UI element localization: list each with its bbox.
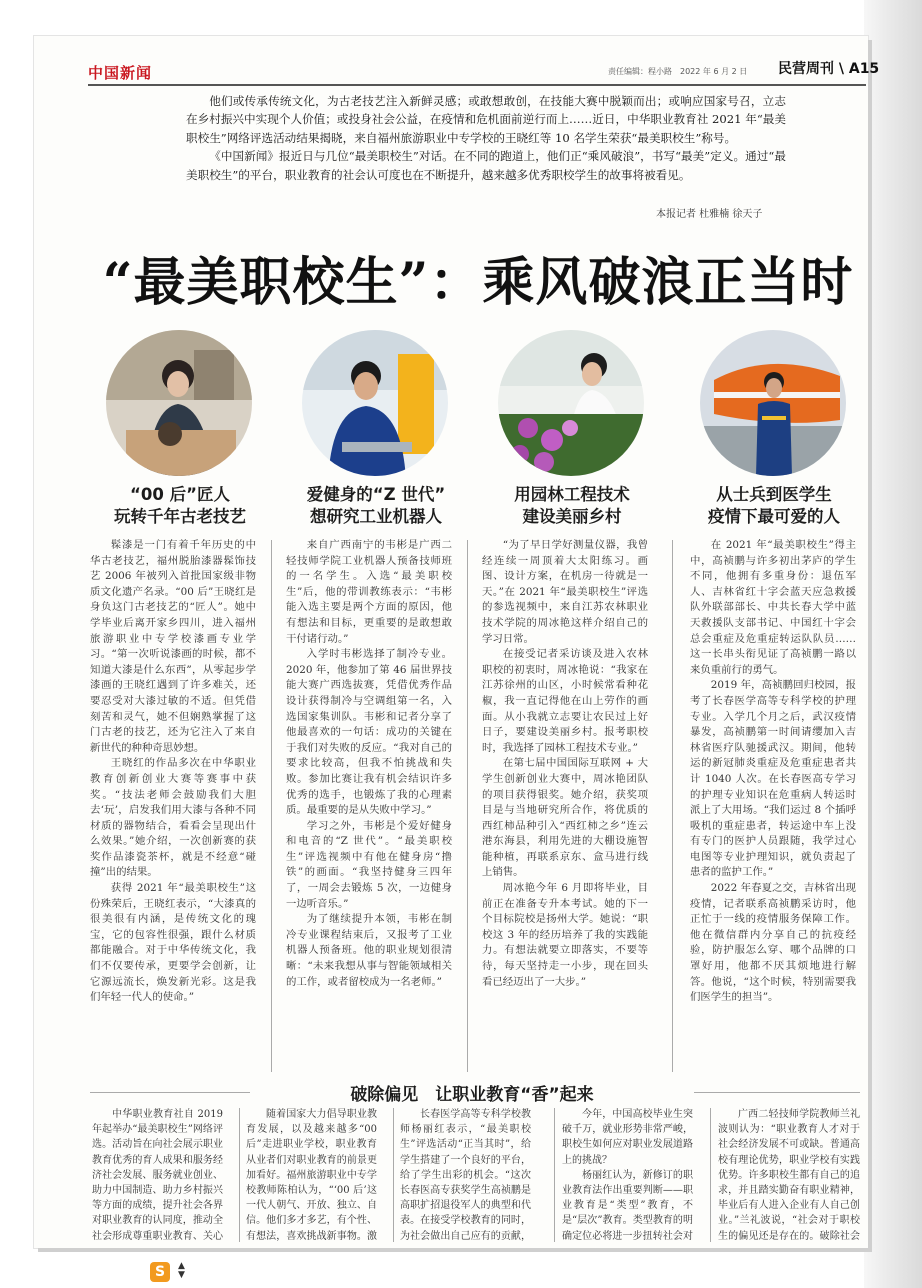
profile-title-2 [282, 484, 470, 528]
article-paragraph: 杨丽红认为，新修订的职业教育法作出重要判断——职业教育是“类型”教育，不是“层次”教育。类型教育的明确定位必将进一步扭转社会对 [562, 1169, 693, 1242]
article-paragraph: 入学时韦彬选择了制冷专业。2020 年，他参加了第 46 届世界技能大赛广西选拔赛，凭借优秀作品设计获得制冷与空调组第一名，入选国家集训队。韦彬和记者分享了他最喜欢的一句话：成功的关键在于我们对失败的反应。“我对自己的要求比较高，但我不怕挑战和失败。参加比赛让我有机会结识许多优秀的选手，也锻炼了我的心理素质。最重要的是从失败中学习。” [286, 648, 452, 817]
intro-lead [186, 92, 786, 184]
article-paragraph: 在第七届中国国际互联网 + 大学生创新创业大赛中，周冰艳团队的项目获得银奖。她介绍，获奖项目是与当地研究所合作，将优质的西红柿品种引入“西红柿之乡”连云港东海县，利用先进的大棚设施智能种植，再联系京东、盒马进行线上销售。 [482, 757, 648, 879]
profile-photo-3 [498, 330, 644, 476]
column-divider [271, 540, 272, 1072]
profile-column-2 [286, 538, 452, 1074]
article-paragraph: 2019 年，高祯鹏回归校园，报考了长春医学高等专科学校的护理专业。入学几个月之后，武汉疫情暴发，高祯鹏第一时间请缨加入吉林省医疗队驰援武汉。期间，他转运的新冠肺炎重症及危重症患者共计 1040 人次。在长春医高专学习的护理专业知识在危重病人转运时派上了大用场。“我们运过 8 个插呼吸机的重症患者，转运途中车上没有专门的医护人员跟随，我学过心电图等专业护理知识，就负责起了患者的监护工作。” [690, 679, 856, 879]
bottom-column-2 [246, 1107, 377, 1245]
intro-paragraph: 《中国新闻》报近日与几位“最美职校生”对话。在不同的跑道上，他们正“乘风破浪”，书写“最美”定义。通过“最美职校生”的平台，职业教育的社会认可度也在不断提升，越来越多优秀职校学生的故事将被看见。 [186, 149, 786, 182]
article-paragraph: 随着国家大力倡导职业教育发展，以及越来越多“00 后”走进职业学校，职业教育从业者们对职业教育的前景更加看好。福州旅游职业中专学校教师陈柏认为，“‘00 后’这一代人朝气、开放、独立、自信。他们多才多艺，有个性、有想法，喜欢挑战新事物。激 [246, 1109, 377, 1242]
article-paragraph: 2022 年春夏之交，吉林省出现疫情，记者联系高祯鹏采访时，他正忙于一线的疫情服务保障工作。他在微信群内分享自己的抗疫经验，防护服怎么穿、哪个品牌的口罩好用，他都不厌其烦地进行解答。他说，“这个时候，特别需要我们医学生的担当”。 [690, 882, 856, 1004]
article-paragraph: 学习之外，韦彬是个爱好健身和电音的“Z 世代”。“最美职校生”评选视频中有他在健身房“撸铁”的画面。“我坚持健身三四年了，一周会去锻炼 5 次，一边健身一边听音乐。” [286, 819, 452, 910]
article-paragraph: 王晓红的作品多次在中华职业教育创新创业大赛等赛事中获奖。“技法老师会鼓励我们大胆去‘玩’，启发我们用大漆与各种不同材质的器物结合，看看会呈现出什么效果。”她介绍，一次创新赛的获奖作品漆瓷茶杯，就是不经意“碰撞”出的结果。 [90, 757, 256, 879]
bottom-section-title: 破除偏见 让职业教育“香”起来 [350, 1085, 594, 1105]
article-paragraph: 获得 2021 年“最美职校生”这份殊荣后，王晓红表示，“大漆真的很美很有内涵，是传统文化的瑰宝，它的包容性很强，跟什么材质都能融合。对于中华传统文化，我们不仅要传承，更要学会创新，让它源远流长，焕发新光彩。这是我们年轻一代人的使命。” [90, 882, 256, 1004]
profile-title-4 [680, 484, 868, 528]
scan-spine-shadow [864, 0, 922, 1288]
intro-paragraph: 他们或传承传统文化，为古老技艺注入新鲜灵感；或敢想敢创，在技能大赛中脱颖而出；或响应国家号召，立志在乡村振兴中实现个人价值；或投身社会公益，在疫情和危机面前逆行而上……近日，中华职业教育社 2021 年“最美职校生”网络评选活动结果揭晓，来自福州旅游职业中专学校的王晓红等 10 名学生荣获“最美职校生”称号。 [186, 94, 786, 145]
bottom-column-1 [92, 1107, 223, 1245]
bottom-column-5 [718, 1107, 860, 1245]
column-divider [467, 540, 468, 1072]
column-divider [239, 1108, 240, 1242]
header-rule [88, 84, 866, 86]
profile-column-4 [690, 538, 856, 1074]
column-divider [393, 1108, 394, 1242]
profile-title-line: “00 后”匠人 [130, 485, 230, 504]
profile-photo-2 [302, 330, 448, 476]
article-paragraph: 在接受记者采访谈及进入农林职校的初衷时，周冰艳说：“我家在江苏徐州的山区，小时候常看种花椒，我一直记得他在山上劳作的画面。从小我就立志要让农民过上好日子，要建设美丽乡村。报考职校时，我选择了园林工程技术专业。” [482, 648, 648, 754]
article-paragraph: 长春医学高等专科学校教师杨丽红表示，“最美职校生”评选活动“正当其时”，给学生搭建了一个良好的平台，给了学生出彩的机会。“这次长春医高专获奖学生高祯鹏是高职扩招退役军人的典型和代表。在接受学校教育的同时，为社会做出自己应有的贡献， [400, 1109, 531, 1242]
bottom-column-3 [400, 1107, 531, 1245]
editor-date-line: 责任编辑：程小路 2022 年 6 月 2 日 [608, 67, 748, 76]
article-paragraph: 髹漆是一门有着千年历史的中华古老技艺，福州脱胎漆器髹饰技艺 2006 年被列入首批国家级非物质文化遗产名录。“00 后”王晓红是身负这门古老技艺的“匠人”。她中学毕业后离开家乡四川，进入福州旅游职业中专学校漆画专业学习。“第一次听说漆画的时候，都不知道大漆是什么东西”，从零起步学漆画的王晓红遇到了许多难关，还要忍受对大漆过敏的不适。但凭借刻苦和灵气，她不但娴熟掌握了这门古老的技艺，还为它注入了来自新世代的种种奇思妙想。 [90, 539, 256, 754]
newspaper-logo: 中国新闻 [88, 64, 153, 82]
main-headline: “最美职校生”：乘风破浪正当时 [102, 252, 854, 313]
column-divider [710, 1108, 711, 1242]
profile-title-line: 玩转千年古老技艺 [114, 507, 246, 526]
column-divider [554, 1108, 555, 1242]
profile-title-line: 想研究工业机器人 [310, 507, 442, 526]
profile-title-1 [86, 484, 274, 528]
section-rule-right [694, 1092, 860, 1093]
profile-column-1 [90, 538, 256, 1074]
article-paragraph: 今年，中国高校毕业生突破千万，就业形势非常严峻，职校生如何应对职业发展道路上的挑战？ [562, 1109, 693, 1166]
article-paragraph: 周冰艳今年 6 月即将毕业，目前正在准备专升本考试。她的下一个目标院校是扬州大学。她说：“职校这 3 年的经历培养了我的实践能力。有想法就要立即落实，不要等待，每天坚持走一小步，现在回头看已经迈出了一大步。” [482, 882, 648, 988]
section-rule-left [90, 1092, 250, 1093]
viewer-app-icon[interactable]: S [150, 1262, 170, 1282]
profile-title-line: 建设美丽乡村 [522, 507, 622, 526]
article-paragraph: 中华职业教育社自 2019 年起举办“最美职校生”网络评选。活动旨在向社会展示职业教育优秀的育人成果和服务经济社会发展、服务就业创业、助力中国制造、助力乡村振兴等方面的成绩，提升社会各界对职业教育的认同度，推动全社会形成尊重职业教育、关心 [92, 1109, 223, 1242]
article-paragraph: “为了早日学好测量仪器，我曾经连续一周顶着大太阳练习。画图、设计方案，在机房一待就是一天。”在 2021 年“最美职校生”评选的参选视频中，来自江苏农林职业技术学院的周冰艳这样介绍自己的学习日常。 [482, 539, 648, 645]
profile-title-line: 用园林工程技术 [514, 485, 630, 504]
caret-updown-icon[interactable]: ▲ ▼ [178, 1261, 185, 1280]
profile-photo-4 [700, 330, 846, 476]
article-paragraph: 在 2021 年“最美职校生”得主中，高祯鹏与许多初出茅庐的学生不同，他拥有多重身份：退伍军人、吉林省红十字会蓝天应急救援队外联部部长、中共长春大学中蓝天救援队支部书记、中国红十字会总会重症及危重症转运队队员……这一长串头衔见证了高祯鹏一路以来负重前行的勇气。 [690, 539, 856, 676]
bottom-column-4 [562, 1107, 693, 1245]
profile-title-3 [478, 484, 666, 528]
profile-column-3 [482, 538, 648, 1074]
profile-photo-1 [106, 330, 252, 476]
article-paragraph: 广西二轻技师学院教师兰礼波则认为：“职业教育人才对于社会经济发展不可或缺。普通高校有理论优势，职业学校有实践优势。许多职校生都有自己的追求，并且踏实勤奋有职业精神，毕业后有人进入企业有人自己创业。”兰礼波说，“社会对于职校生的偏见还是存在的。破除社会 [718, 1109, 860, 1242]
profile-title-line: 爱健身的“Z 世代” [306, 485, 446, 504]
column-divider [672, 540, 673, 1072]
profile-title-line: 疫情下最可爱的人 [708, 507, 840, 526]
article-paragraph: 为了继续提升本领，韦彬在制冷专业课程结束后，又报考了工业机器人预备班。他的职业规划很清晰：“未来我想从事与智能领域相关的工作，或者留校成为一名老师。” [286, 913, 452, 988]
byline: 本报记者 杜雅楠 徐天子 [656, 209, 763, 220]
section-page-label: 民营周刊 \ A15 [778, 61, 880, 77]
profile-title-line: 从士兵到医学生 [716, 485, 832, 504]
article-paragraph: 来自广西南宁的韦彬是广西二轻技师学院工业机器人预备技师班的一名学生。入选“最美职校生”后，他的带训教练表示：“韦彬能入选主要是两个方面的原因，他有想法和目标，更重要的是敢想敢干付诸行动。” [286, 539, 452, 645]
